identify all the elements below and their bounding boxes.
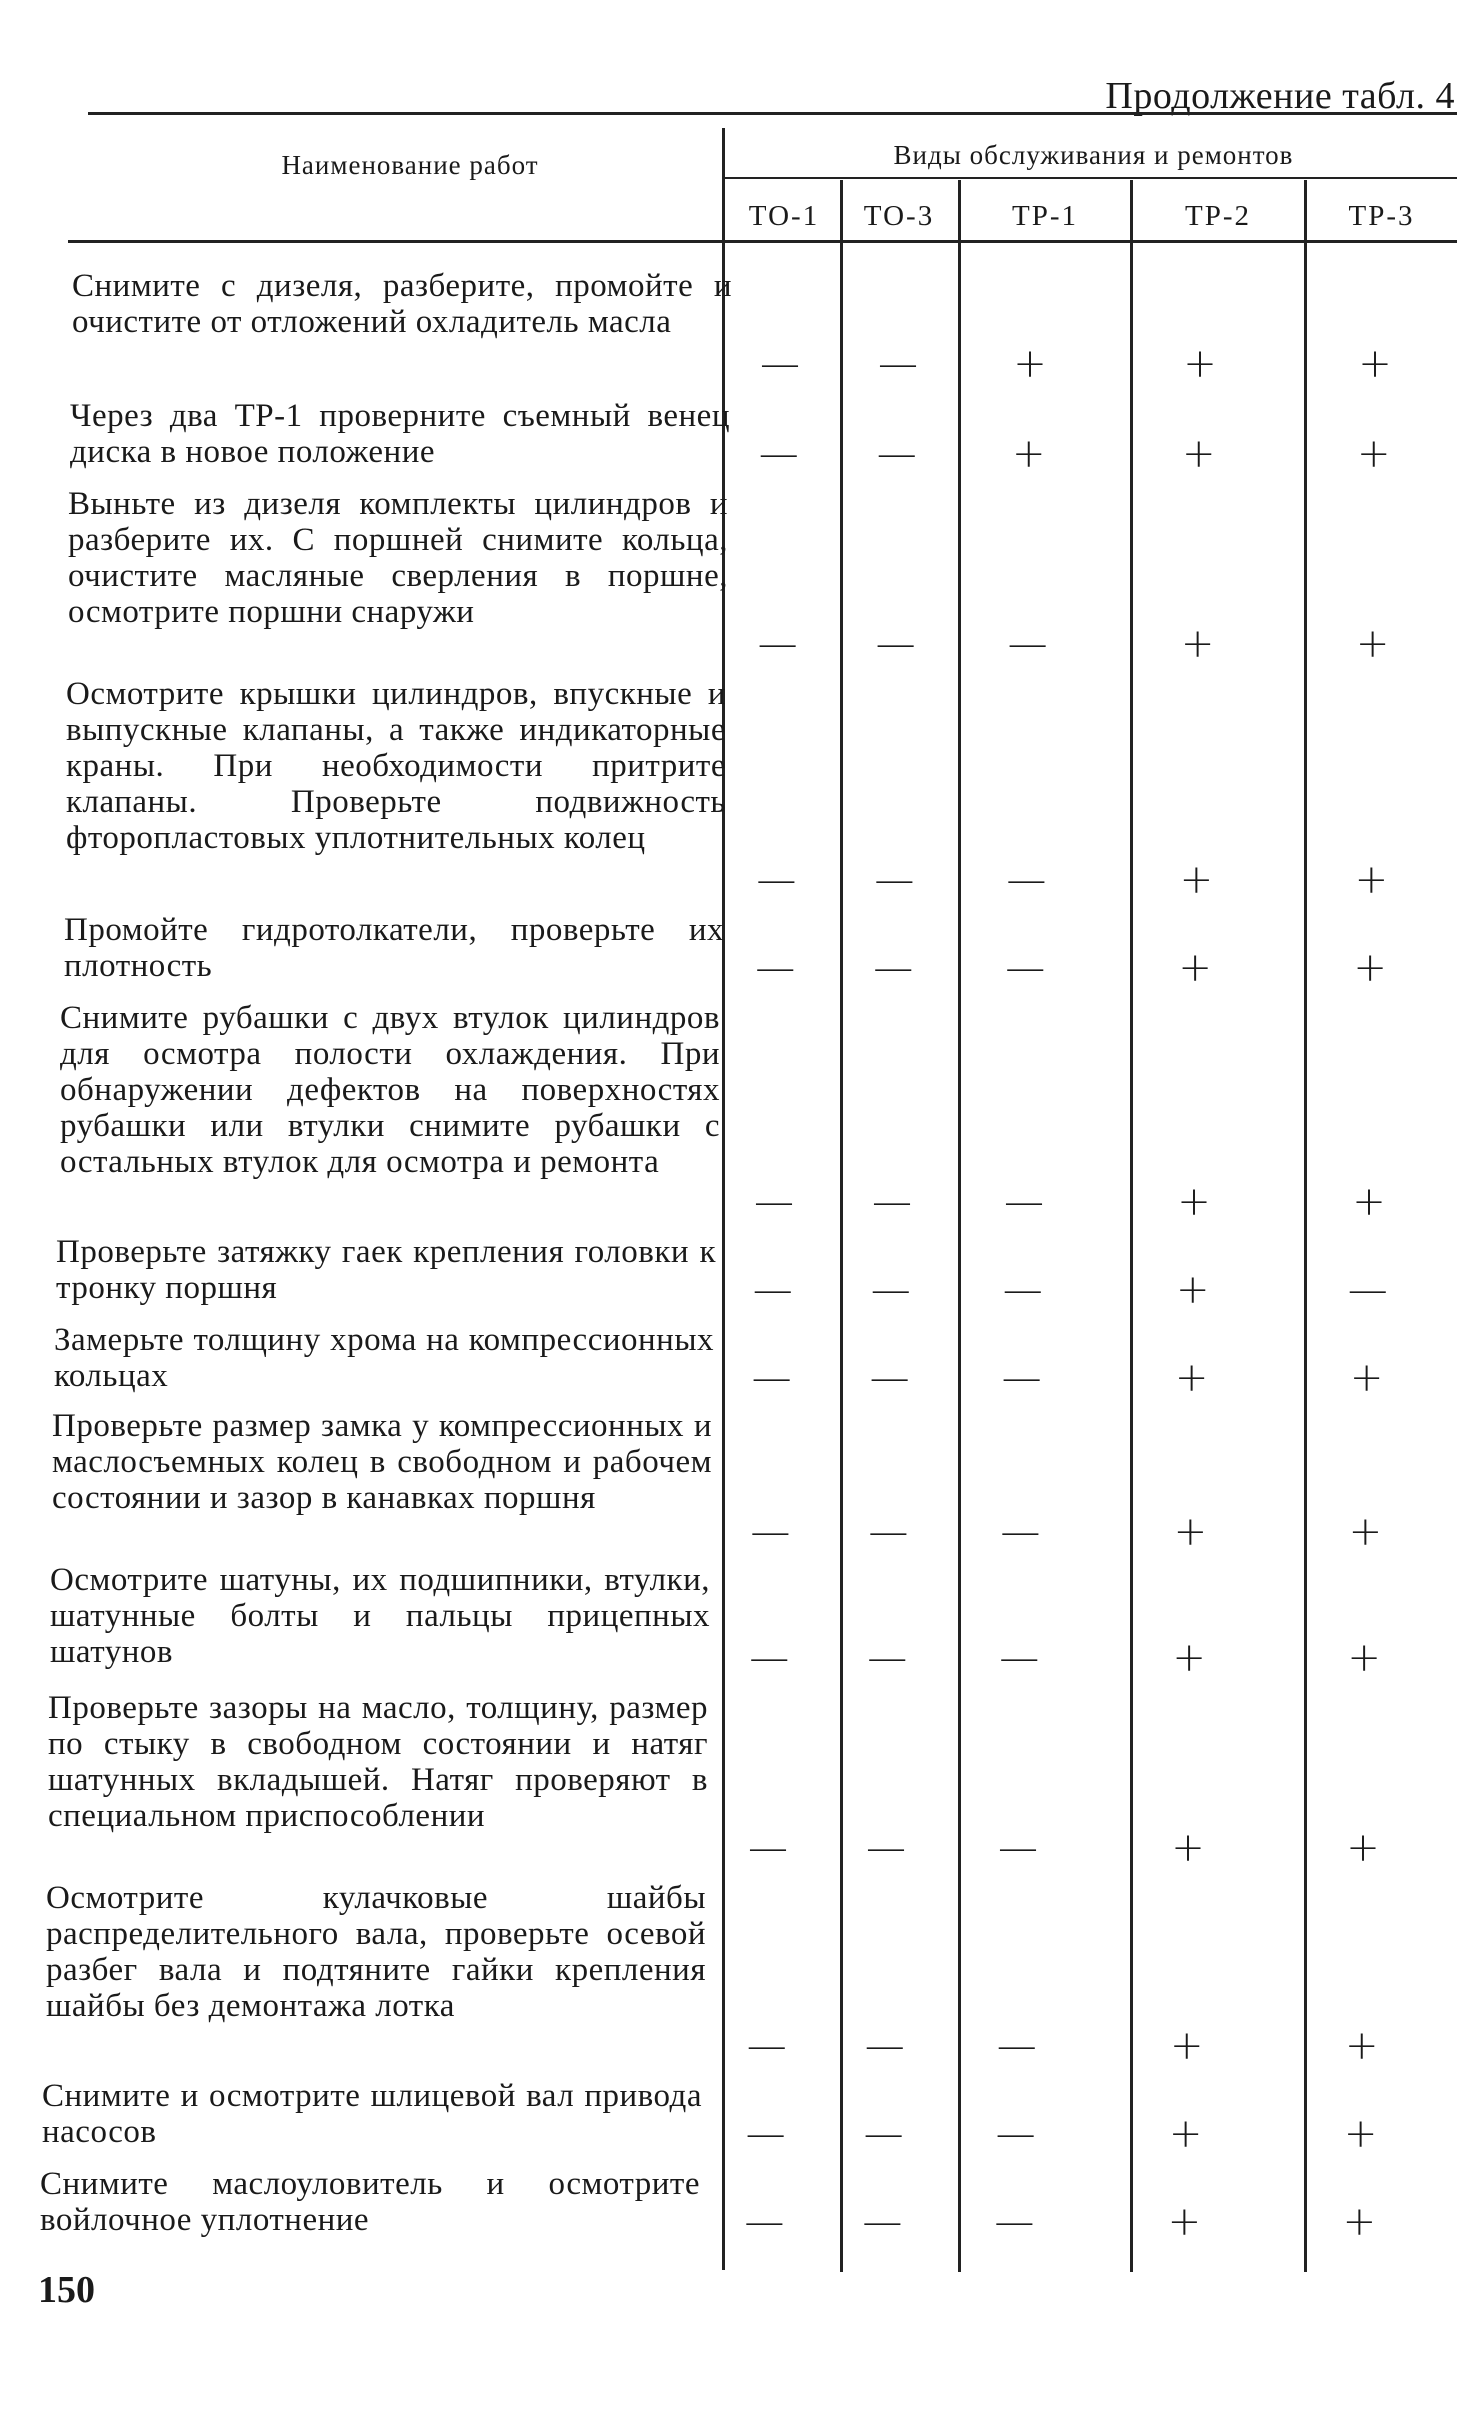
mark-cell: — [864, 2023, 905, 2069]
header-bottom-rule [68, 240, 1457, 243]
mark-cell: — [1007, 621, 1048, 667]
mark-cell: — [751, 1355, 792, 1401]
column-header-to3: ТО-3 [863, 200, 935, 232]
mark-cell: + [1357, 431, 1391, 477]
table-row [0, 912, 1457, 992]
mark-cell: — [746, 2023, 787, 2069]
mark-cell: — [868, 1509, 909, 1555]
mark-cell: + [1347, 1635, 1381, 1681]
mark-cell: + [1352, 1179, 1386, 1225]
mark-cell: + [1182, 431, 1216, 477]
top-rule [88, 112, 1457, 115]
mark-cell: — [866, 1825, 906, 1871]
mark-cell: + [1168, 2111, 1203, 2157]
work-description: Проверьте затяжку гаек крепления головки к тронку поршня [56, 1234, 716, 1306]
column-header-tr1: ТР-1 [1012, 200, 1078, 232]
work-description: Проверьте размер замка у компрессионных и маслосъемных колец в свободном и рабочем состоянии и зазор в канавках поршня [52, 1408, 712, 1516]
mark-cell: — [995, 2111, 1036, 2157]
mark-cell: + [1013, 341, 1047, 387]
mark-cell: + [1167, 2199, 1202, 2245]
mark-cell: — [744, 2199, 785, 2245]
mark-cell: — [872, 1179, 912, 1225]
mark-cell: — [863, 2111, 904, 2157]
mark-cell: + [1180, 621, 1215, 667]
work-description: Осмотрите шатуны, их подшипники, втулки, шатунные болты и пальцы прицепных шатунов [50, 1562, 710, 1670]
header-group-label: Виды обслуживания и ремонтов [893, 140, 1294, 170]
table-row [0, 1408, 1457, 1556]
table-row [0, 2166, 1457, 2246]
work-description: Проверьте зазоры на масло, толщину, размер по стыку в свободном состоянии и натяг шатунных вкладышей. Натяг проверяют в специальном приспособлении [48, 1690, 708, 1834]
mark-cell: — [869, 1355, 910, 1401]
table-row [0, 1000, 1457, 1226]
mark-cell: — [748, 1825, 788, 1871]
mark-cell: — [994, 2199, 1035, 2245]
mark-cell: — [758, 431, 799, 477]
work-description: Замерьте толщину хрома на компрессионных кольцах [54, 1322, 714, 1394]
mark-cell: — [749, 1635, 790, 1681]
mark-cell: — [876, 431, 917, 477]
mark-cell: + [1348, 1509, 1383, 1555]
mark-cell: — [754, 1179, 794, 1225]
table-row [0, 1322, 1457, 1402]
mark-cell: — [867, 1635, 908, 1681]
mark-cell: — [750, 1509, 791, 1555]
mark-cell: + [1342, 2199, 1377, 2245]
mark-cell: + [1173, 1509, 1208, 1555]
mark-cell: — [874, 857, 915, 903]
mark-cell: — [756, 857, 797, 903]
table-row [0, 1880, 1457, 2070]
mark-cell: + [1176, 1267, 1210, 1313]
mark-cell: — [760, 341, 800, 387]
work-description: Осмотрите крышки цилиндров, впускные и выпускные клапаны, а также индикаторные краны. При необходимости притрите клапаны. Проверьте подвижность фторопластовых уплотнительных колец [66, 676, 726, 856]
work-description: Снимите и осмотрите шлицевой вал привода насосов [42, 2078, 702, 2150]
mark-cell: — [755, 945, 796, 991]
mark-cell: — [873, 945, 914, 991]
mark-cell: + [1178, 945, 1212, 991]
mark-cell: + [1358, 341, 1392, 387]
work-description: Осмотрите кулачковые шайбы распределительного вала, проверьте осевой разбег вала и подтяните гайки крепления шайбы без демонтажа лотка [46, 1880, 706, 2024]
table-row [0, 486, 1457, 668]
table-row [0, 268, 1457, 388]
mark-cell: — [1004, 1179, 1044, 1225]
page-number: 150 [38, 2269, 95, 2311]
work-description: Снимите маслоуловитель и осмотрите войлочное уплотнение [40, 2166, 700, 2238]
mark-cell: + [1183, 341, 1217, 387]
column-header-to1: ТО-1 [748, 200, 820, 232]
mark-cell: + [1349, 1355, 1384, 1401]
page-header: Продолжение табл. 4 [1105, 75, 1455, 117]
mark-cell: — [1005, 945, 1046, 991]
mark-cell: — [870, 1267, 911, 1313]
table-row [0, 1234, 1457, 1314]
mark-cell: — [757, 621, 798, 667]
mark-cell: + [1179, 857, 1214, 903]
mark-cell: — [1002, 1267, 1043, 1313]
mark-cell: — [878, 341, 918, 387]
work-description: Снимите рубашки с двух втулок цилиндров для осмотра полости охлаждения. При обнаружении дефектов на поверхностях рубашки или втулки снимите рубашки с остальных втулок для осмотра и ремонта [60, 1000, 720, 1180]
mark-cell: + [1177, 1179, 1211, 1225]
mark-cell: — [745, 2111, 786, 2157]
mark-cell: + [1345, 2023, 1379, 2069]
mark-cell: — [1001, 1355, 1042, 1401]
work-description: Выньте из дизеля комплекты цилиндров и разберите их. С поршней снимите кольца, очистите масляные сверления в поршне, осмотрите поршни снаружи [68, 486, 728, 630]
table-row [0, 676, 1457, 904]
mark-cell: — [875, 621, 916, 667]
mark-cell: + [1355, 621, 1390, 667]
mark-cell: — [752, 1267, 793, 1313]
mark-cell: — [1347, 1267, 1388, 1313]
mark-cell: + [1012, 431, 1046, 477]
work-description: Снимите с дизеля, разберите, промойте и очистите от отложений охладитель масла [72, 268, 732, 340]
column-header-tr3: ТР-3 [1348, 200, 1415, 232]
mark-cell: + [1170, 2023, 1204, 2069]
mark-cell: + [1172, 1635, 1206, 1681]
work-description: Через два ТР-1 проверните съемный венец диска в новое положение [70, 398, 730, 470]
mark-cell: + [1174, 1355, 1209, 1401]
mark-cell: + [1354, 857, 1389, 903]
table-row [0, 2078, 1457, 2158]
table-row [0, 1562, 1457, 1682]
mark-cell: + [1171, 1825, 1205, 1871]
mark-cell: — [998, 1825, 1038, 1871]
column-header-tr2: ТР-2 [1185, 200, 1251, 232]
mark-cell: — [1006, 857, 1047, 903]
table-row [0, 1690, 1457, 1872]
mark-cell: + [1346, 1825, 1380, 1871]
mark-cell: — [999, 1635, 1040, 1681]
mark-cell: — [1000, 1509, 1041, 1555]
work-description: Промойте гидротолкатели, проверьте их плотность [64, 912, 724, 984]
mark-cell: — [862, 2199, 903, 2245]
mark-cell: — [996, 2023, 1037, 2069]
mark-cell: + [1353, 945, 1387, 991]
table-row [0, 398, 1457, 478]
mark-cell: + [1343, 2111, 1378, 2157]
header-work-label: Наименование работ [281, 150, 539, 180]
header-group-separator [725, 177, 1457, 179]
